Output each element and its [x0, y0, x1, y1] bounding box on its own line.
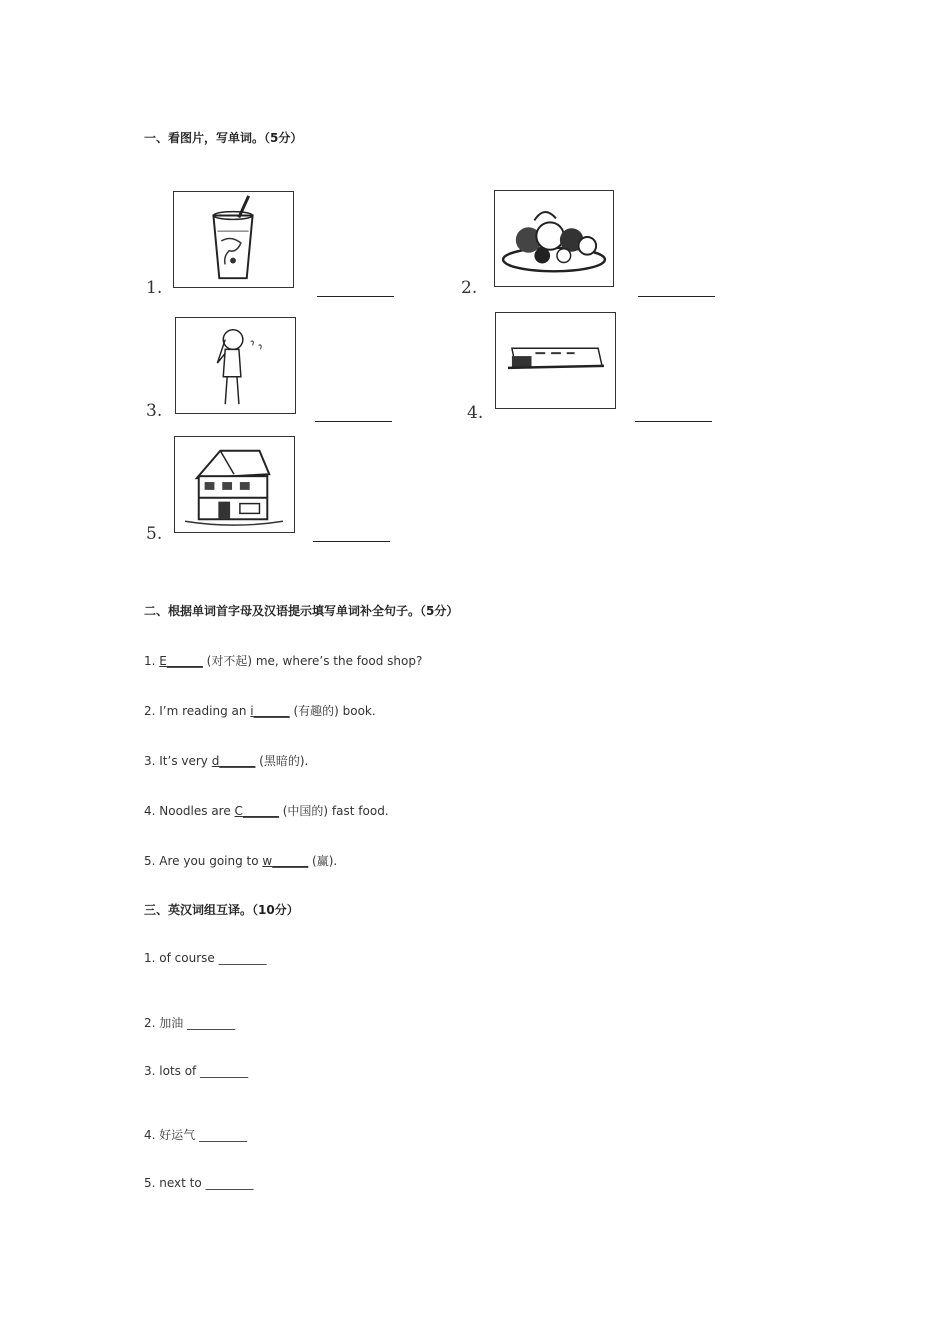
- item5-number: 5.: [146, 524, 163, 544]
- answer-blank-2[interactable]: [638, 296, 715, 297]
- sentence-text: (中国的) fast food.: [278, 804, 389, 818]
- building-icon: [495, 312, 616, 409]
- first-letter-blank[interactable]: C______: [234, 804, 279, 818]
- sentence-text: 3. It’s very: [144, 754, 212, 768]
- sentence-text: (有趣的) book.: [289, 704, 376, 718]
- section1-heading: 一、看图片，写单词。（5分）: [144, 131, 303, 145]
- section2-heading: 二、根据单词首字母及汉语提示填写单词补全句子。（5分）: [144, 604, 459, 618]
- first-letter-blank[interactable]: d______: [211, 754, 256, 768]
- fill-sentence-5: [144, 852, 337, 869]
- translate-item-1[interactable]: 1. of course ________: [144, 951, 267, 965]
- item3-number: 3.: [146, 401, 163, 421]
- first-letter-blank[interactable]: E______: [159, 654, 203, 668]
- sentence-text: 2. I’m reading an: [144, 704, 251, 718]
- answer-blank-5[interactable]: [313, 541, 390, 542]
- translate-item-4[interactable]: 4. 好运气 ________: [144, 1128, 248, 1142]
- sentence-text: 1.: [144, 654, 160, 668]
- sentence-text: 4. Noodles are: [144, 804, 235, 818]
- first-letter-blank[interactable]: i______: [250, 704, 290, 718]
- answer-blank-4[interactable]: [635, 421, 712, 422]
- house-icon: [174, 436, 295, 533]
- drink-cup-icon: [173, 191, 294, 288]
- sentence-text: (黑暗的).: [255, 754, 309, 768]
- first-letter-blank[interactable]: w______: [262, 854, 309, 868]
- answer-blank-3[interactable]: [315, 421, 392, 422]
- fill-sentence-1: [144, 652, 422, 669]
- fill-sentence-4: [144, 802, 389, 819]
- fill-sentence-3: [144, 752, 308, 769]
- sentence-text: (对不起) me, where’s the food shop?: [202, 654, 423, 668]
- sentence-text: (赢).: [308, 854, 338, 868]
- item2-number: 2.: [461, 278, 478, 298]
- answer-blank-1[interactable]: [317, 296, 394, 297]
- boy-eating-icon: [175, 317, 296, 414]
- translate-item-2[interactable]: 2. 加油 ________: [144, 1016, 236, 1030]
- item4-number: 4.: [467, 403, 484, 423]
- fruit-plate-icon: [494, 190, 614, 287]
- translate-item-3[interactable]: 3. lots of ________: [144, 1064, 249, 1078]
- section3-heading: 三、英汉词组互译。（10分）: [144, 903, 299, 917]
- sentence-text: 5. Are you going to: [144, 854, 263, 868]
- fill-sentence-2: [144, 702, 376, 719]
- translate-item-5[interactable]: 5. next to ________: [144, 1176, 254, 1190]
- item1-number: 1.: [146, 278, 163, 298]
